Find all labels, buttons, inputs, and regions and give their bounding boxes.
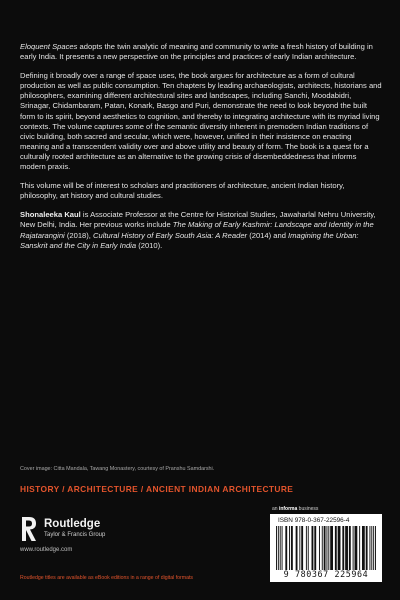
- barcode-bar: [338, 526, 341, 570]
- barcode-bar: [282, 526, 283, 570]
- isbn-barcode: [270, 514, 382, 582]
- informa-business-tag: an informa business: [272, 506, 319, 512]
- book-title: Eloquent Spaces: [20, 42, 78, 51]
- publisher-group: Taylor & Francis Group: [44, 532, 106, 538]
- barcode-bar: [289, 526, 290, 570]
- barcode-bars: [274, 526, 378, 570]
- publisher-block: [20, 516, 170, 556]
- blurb-paragraph-3: This volume will be of interest to scholars and practitioners of architecture, ancient Indian history, philosophy, art history and cultural studies.: [20, 181, 345, 201]
- barcode-bar: [308, 526, 309, 570]
- previous-work: The Making of Early Kashmir: Landscape and Identity in the Rajatarangini: [20, 220, 374, 240]
- barcode-bar: [330, 526, 333, 570]
- publisher-url[interactable]: www.routledge.com: [20, 547, 73, 553]
- barcode-bar: [276, 526, 277, 570]
- barcode-bar: [349, 526, 351, 570]
- author-bio: Shonaleeka Kaul is Associate Professor at the Centre for Historical Studies, Jawaharlal Nehru University, New Delhi, India. Her previous works include The Making of Early Kashmir: Landscape and Identity in the Rajatarangini (2018), Cultural History of Early South Asia: A Reader (2014) and Imagining the Urban: Sanskrit and the City in Early India (2010).: [20, 210, 376, 250]
- barcode-bar: [322, 526, 323, 570]
- barcode-bar: [291, 526, 293, 570]
- previous-work: Cultural History of Early South Asia: A Reader: [93, 230, 248, 240]
- barcode-bar: [366, 526, 368, 570]
- blurb-paragraph-2: Defining it broadly over a range of space uses, the book argues for architecture as a form of cultural production as well as public consumption. Ten chapters by leading archaeologists, architects, historians and philosophers, examining different architectural sites and landscapes, including Sanchi, Moodabidri, Srinagar, Chidambaram, Patan, Konark, Basgo and Puri, demonstrate the need to look beyond the built form to its spirit, beyond aesthetics to cognition, and thereby to integrating architecture with its myriad living contexts. The volume captures some of the semantic diversity inherent in premodern Indian traditions of civic building, both sacred and secular, which were, however, unified in their insistence on enacting meaning and a transcendent validity over and above utility and beauty of form. The book is a quest for a culturally rooted architecture as an alternative to the growing crisis of disembeddedness that informs modern praxis.: [20, 71, 382, 172]
- cover-image-credit: Cover image: Citta Mandala, Tawang Monastery, courtesy of Pranshu Samdarshi.: [20, 466, 215, 472]
- barcode-bar: [319, 526, 320, 570]
- barcode-bar: [278, 526, 279, 570]
- barcode-bar: [359, 526, 360, 570]
- barcode-bar: [345, 526, 348, 570]
- barcode-bar: [306, 526, 307, 570]
- barcode-bar: [342, 526, 344, 570]
- publisher-name: Routledge: [44, 518, 101, 530]
- barcode-bar: [371, 526, 372, 570]
- barcode-bar: [285, 526, 287, 570]
- isbn-number: ISBN 978-0-367-22596-4: [278, 517, 350, 524]
- barcode-bar: [301, 526, 303, 570]
- author-name: Shonaleeka Kaul: [20, 210, 81, 220]
- barcode-bar: [373, 526, 374, 570]
- barcode-bar: [296, 526, 298, 570]
- barcode-bar: [328, 526, 329, 570]
- routledge-logo-icon: [20, 516, 38, 542]
- barcode-bar: [326, 526, 327, 570]
- ebook-availability-note: Routledge titles are available as eBook editions in a range of digital formats: [20, 575, 194, 581]
- barcode-bar: [353, 526, 354, 570]
- barcode-bar: [299, 526, 300, 570]
- barcode-bar: [324, 526, 326, 570]
- previous-work: Imagining the Urban: Sanskrit and the City in Early India: [20, 230, 359, 250]
- barcode-bar: [375, 526, 376, 570]
- barcode-bar: [312, 526, 314, 570]
- barcode-digits: 9 780367 225964: [283, 569, 369, 579]
- barcode-bar: [335, 526, 337, 570]
- subject-categories: HISTORY / ARCHITECTURE / ANCIENT INDIAN ARCHITECTURE: [20, 484, 294, 494]
- blurb: [20, 42, 382, 260]
- barcode-bar: [280, 526, 281, 570]
- barcode-bar: [314, 526, 316, 570]
- barcode-bar: [355, 526, 358, 570]
- barcode-bar: [362, 526, 365, 570]
- barcode-bar: [369, 526, 370, 570]
- blurb-paragraph-1: Eloquent Spaces adopts the twin analytic of meaning and community to write a fresh history of building in early India. It presents a new perspective on the principles and practices of early Indian architecture.: [20, 42, 373, 62]
